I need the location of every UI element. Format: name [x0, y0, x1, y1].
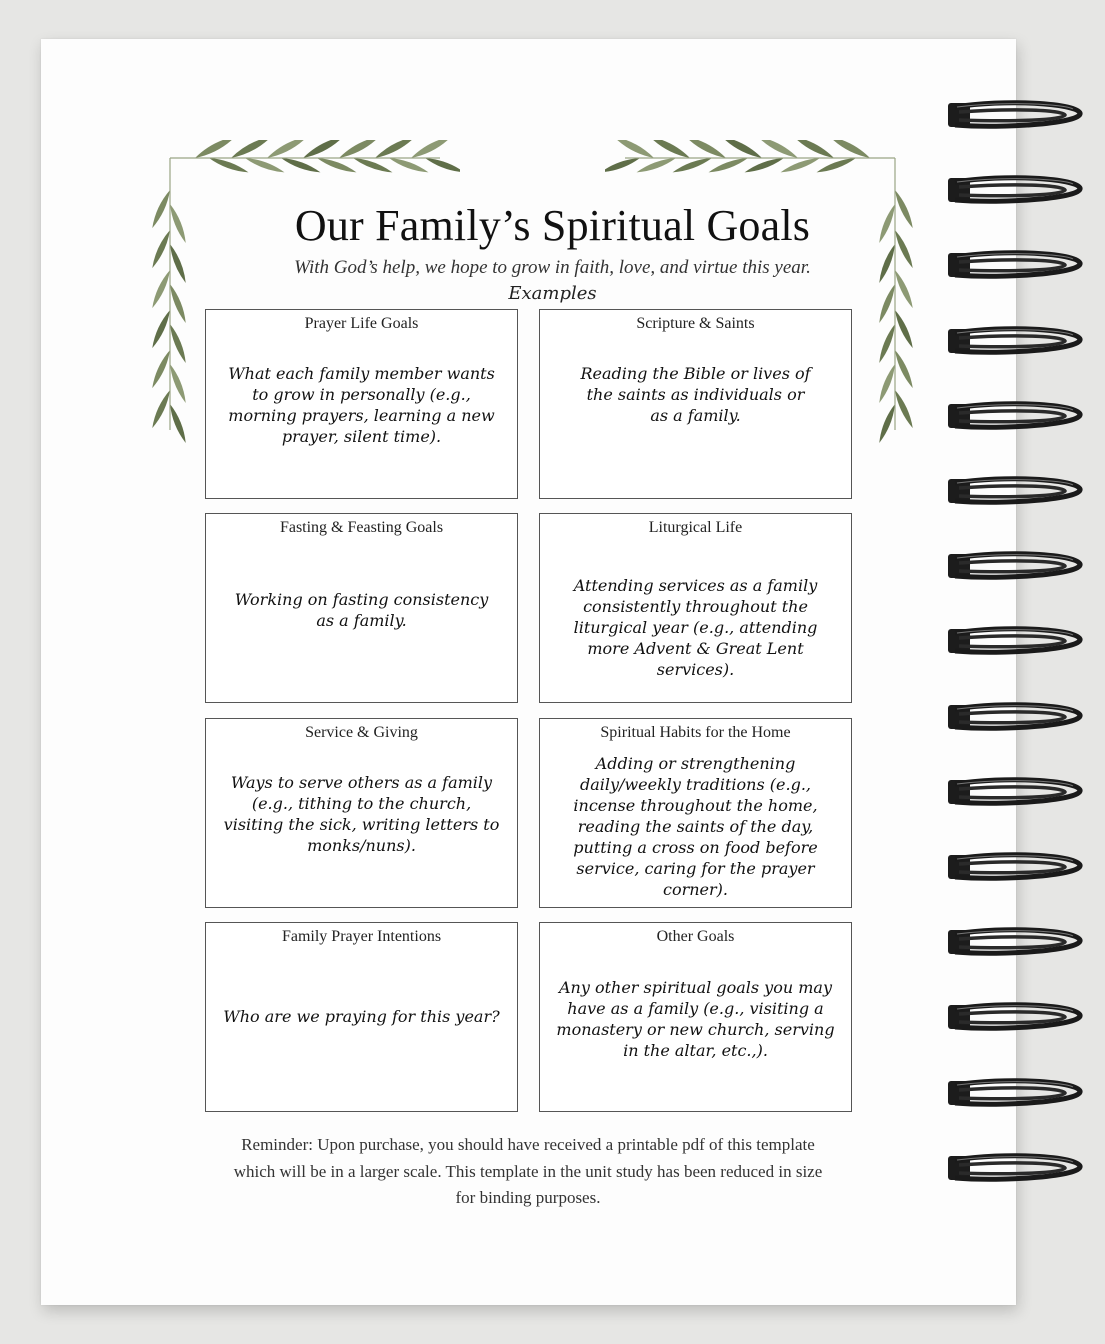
goal-box-example: Adding or strengthening daily/weekly traditions (e.g., incense throughout the home, reading the saints of the day, putting a cross on food before service, caring for the prayer corner).	[573, 754, 818, 899]
binding-ring	[945, 772, 1095, 812]
binding-ring	[945, 95, 1095, 135]
page-subtitle: With God’s help, we hope to grow in faith, love, and virtue this year.	[294, 257, 811, 278]
binding-ring	[945, 546, 1095, 586]
goal-box-spiritual-habits	[539, 718, 852, 908]
goal-box-example: Attending services as a family consistently throughout the liturgical year (e.g., attending more Advent & Great Lent services).	[573, 576, 818, 679]
binding-ring	[945, 697, 1095, 737]
binding-ring	[945, 396, 1095, 436]
reminder-note: Reminder: Upon purchase, you should have received a printable pdf of this template which will be in a larger scale. This template in the unit study has been reduced in size for binding purposes.	[233, 1135, 823, 1207]
goal-box-prayer-life	[205, 309, 518, 499]
binding-ring	[945, 847, 1095, 887]
goal-box-example: Ways to serve others as a family (e.g., tithing to the church, visiting the sick, writing letters to monks/nuns).	[223, 773, 500, 855]
goal-box-other-goals	[539, 922, 852, 1112]
goal-box-title: Spiritual Habits for the Home	[600, 724, 791, 741]
goal-box-example: Who are we praying for this year?	[223, 1007, 500, 1026]
binding-ring	[945, 997, 1095, 1037]
binding-ring	[945, 621, 1095, 661]
goal-box-fasting-feasting	[205, 513, 518, 703]
binding-ring	[945, 1073, 1095, 1113]
goal-box-title: Prayer Life Goals	[304, 315, 419, 332]
binding-ring	[945, 1148, 1095, 1188]
goal-box-service-giving	[205, 718, 518, 908]
leaf	[150, 349, 173, 390]
goal-box-title: Family Prayer Intentions	[281, 928, 442, 945]
goal-box-example: Working on fasting consistency as a family.	[234, 590, 489, 630]
leaf	[892, 309, 915, 350]
goal-box-title: Scripture & Saints	[636, 315, 755, 332]
examples-label: Examples	[508, 283, 597, 304]
goal-box-prayer-intentions	[205, 922, 518, 1112]
goal-box-title: Other Goals	[656, 928, 735, 945]
goal-box-example: Reading the Bible or lives of the saints as individuals or as a family.	[580, 364, 811, 425]
binding-ring	[945, 922, 1095, 962]
binding-ring	[945, 321, 1095, 361]
page-title: Our Family’s Spiritual Goals	[294, 201, 811, 250]
goal-box-title: Fasting & Feasting Goals	[279, 519, 444, 536]
goal-box-liturgical-life	[539, 513, 852, 703]
goal-box-title: Liturgical Life	[648, 519, 743, 536]
goal-box-title: Service & Giving	[305, 724, 418, 741]
binding-ring	[945, 471, 1095, 511]
leaf	[150, 389, 173, 430]
goal-box-scripture-saints	[539, 309, 852, 499]
leaf	[892, 349, 915, 390]
goal-box-example: Any other spiritual goals you may have as a family (e.g., visiting a monastery or new church, serving in the altar, etc.,).	[556, 978, 835, 1060]
leaf	[150, 309, 173, 350]
goal-box-example: What each family member wants to grow in personally (e.g., morning prayers, learning a new prayer, silent time).	[228, 364, 495, 446]
leaf	[892, 389, 915, 430]
